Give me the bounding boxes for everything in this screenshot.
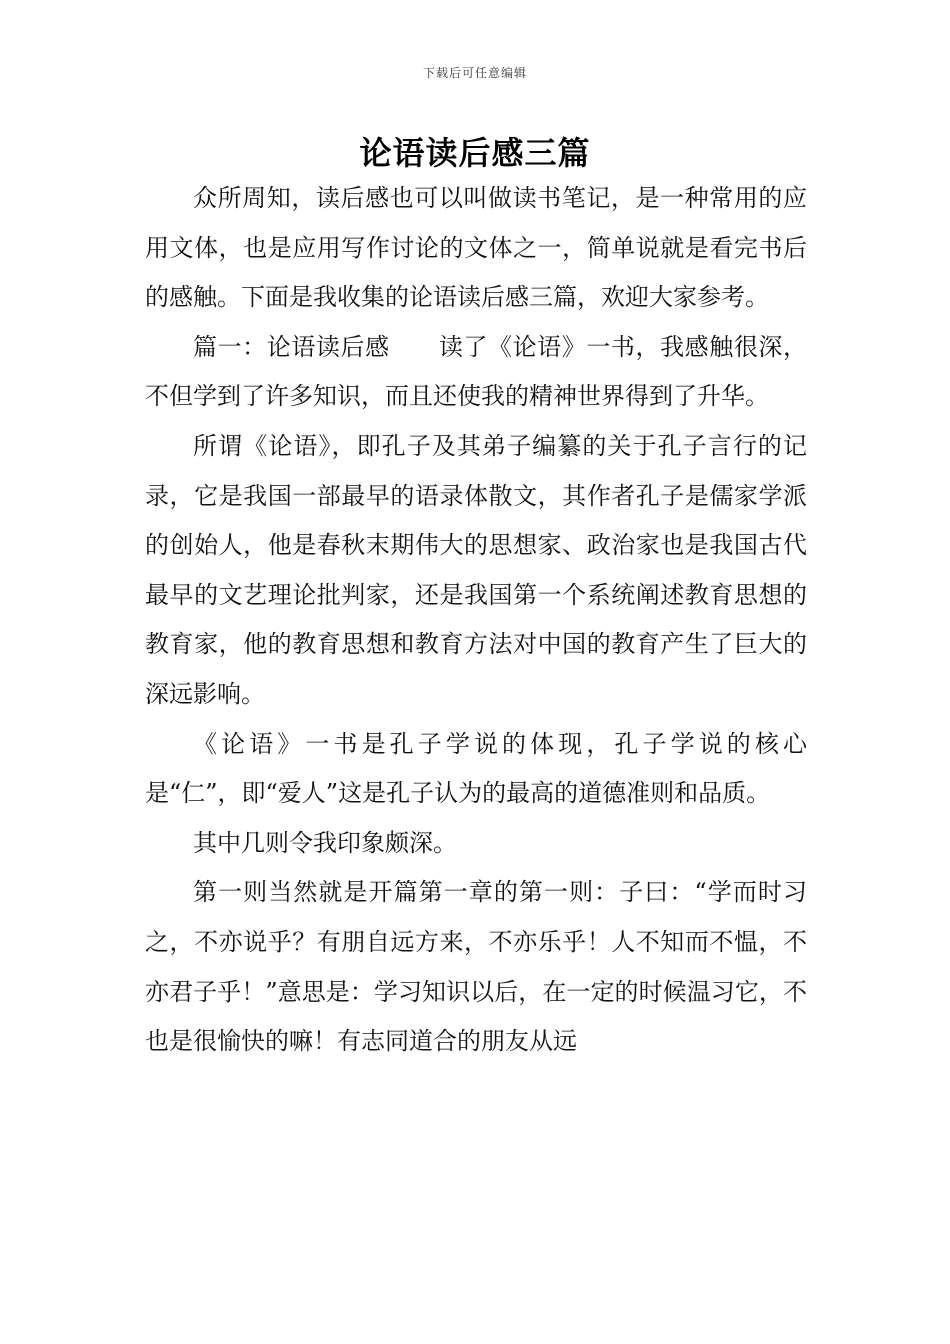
paragraph-first-quote: 第一则当然就是开篇第一章的第一则：子曰：“学而时习之，不亦说乎？有朋自远方来，不亦乐乎！人不知而不愠，不亦君子乎！”意思是：学习知识以后，在一定的时候温习它，不也是很愉快的嘛！有志同道合的朋友从远 xyxy=(145,878,807,1056)
paragraph-intro: 众所周知，读后感也可以叫做读书笔记，是一种常用的应用文体，也是应用写作讨论的文体之一，简单说就是看完书后的感触。下面是我收集的论语读后感三篇，欢迎大家参考。 xyxy=(145,184,807,312)
paragraph-core-idea: 《论语》一书是孔子学说的体现，孔子学说的核心是“仁”，即“爱人”这是孔子认为的最高的道德准则和品质。 xyxy=(145,729,807,808)
paragraph-about-analects: 所谓《论语》，即孔子及其弟子编纂的关于孔子言行的记录，它是我国一部最早的语录体散文，其作者孔子是儒家学派的创始人，他是春秋末期伟大的思想家、政治家也是我国古代最早的文艺理论批判家，还是我国第一个系统阐述教育思想的教育家，他的教育思想和教育方法对中国的教育产生了巨大的深远影响。 xyxy=(145,431,807,708)
paragraph-part-one: 篇一：论语读后感 读了《论语》一书，我感触很深，不但学到了许多知识，而且还使我的精神世界得到了升华。 xyxy=(145,332,807,411)
page-header-note: 下载后可任意编辑 xyxy=(422,66,527,80)
document-title: 论语读后感三篇 xyxy=(359,134,591,172)
paragraph-impression: 其中几则令我印象颇深。 xyxy=(193,828,457,857)
document-body xyxy=(145,174,807,1067)
